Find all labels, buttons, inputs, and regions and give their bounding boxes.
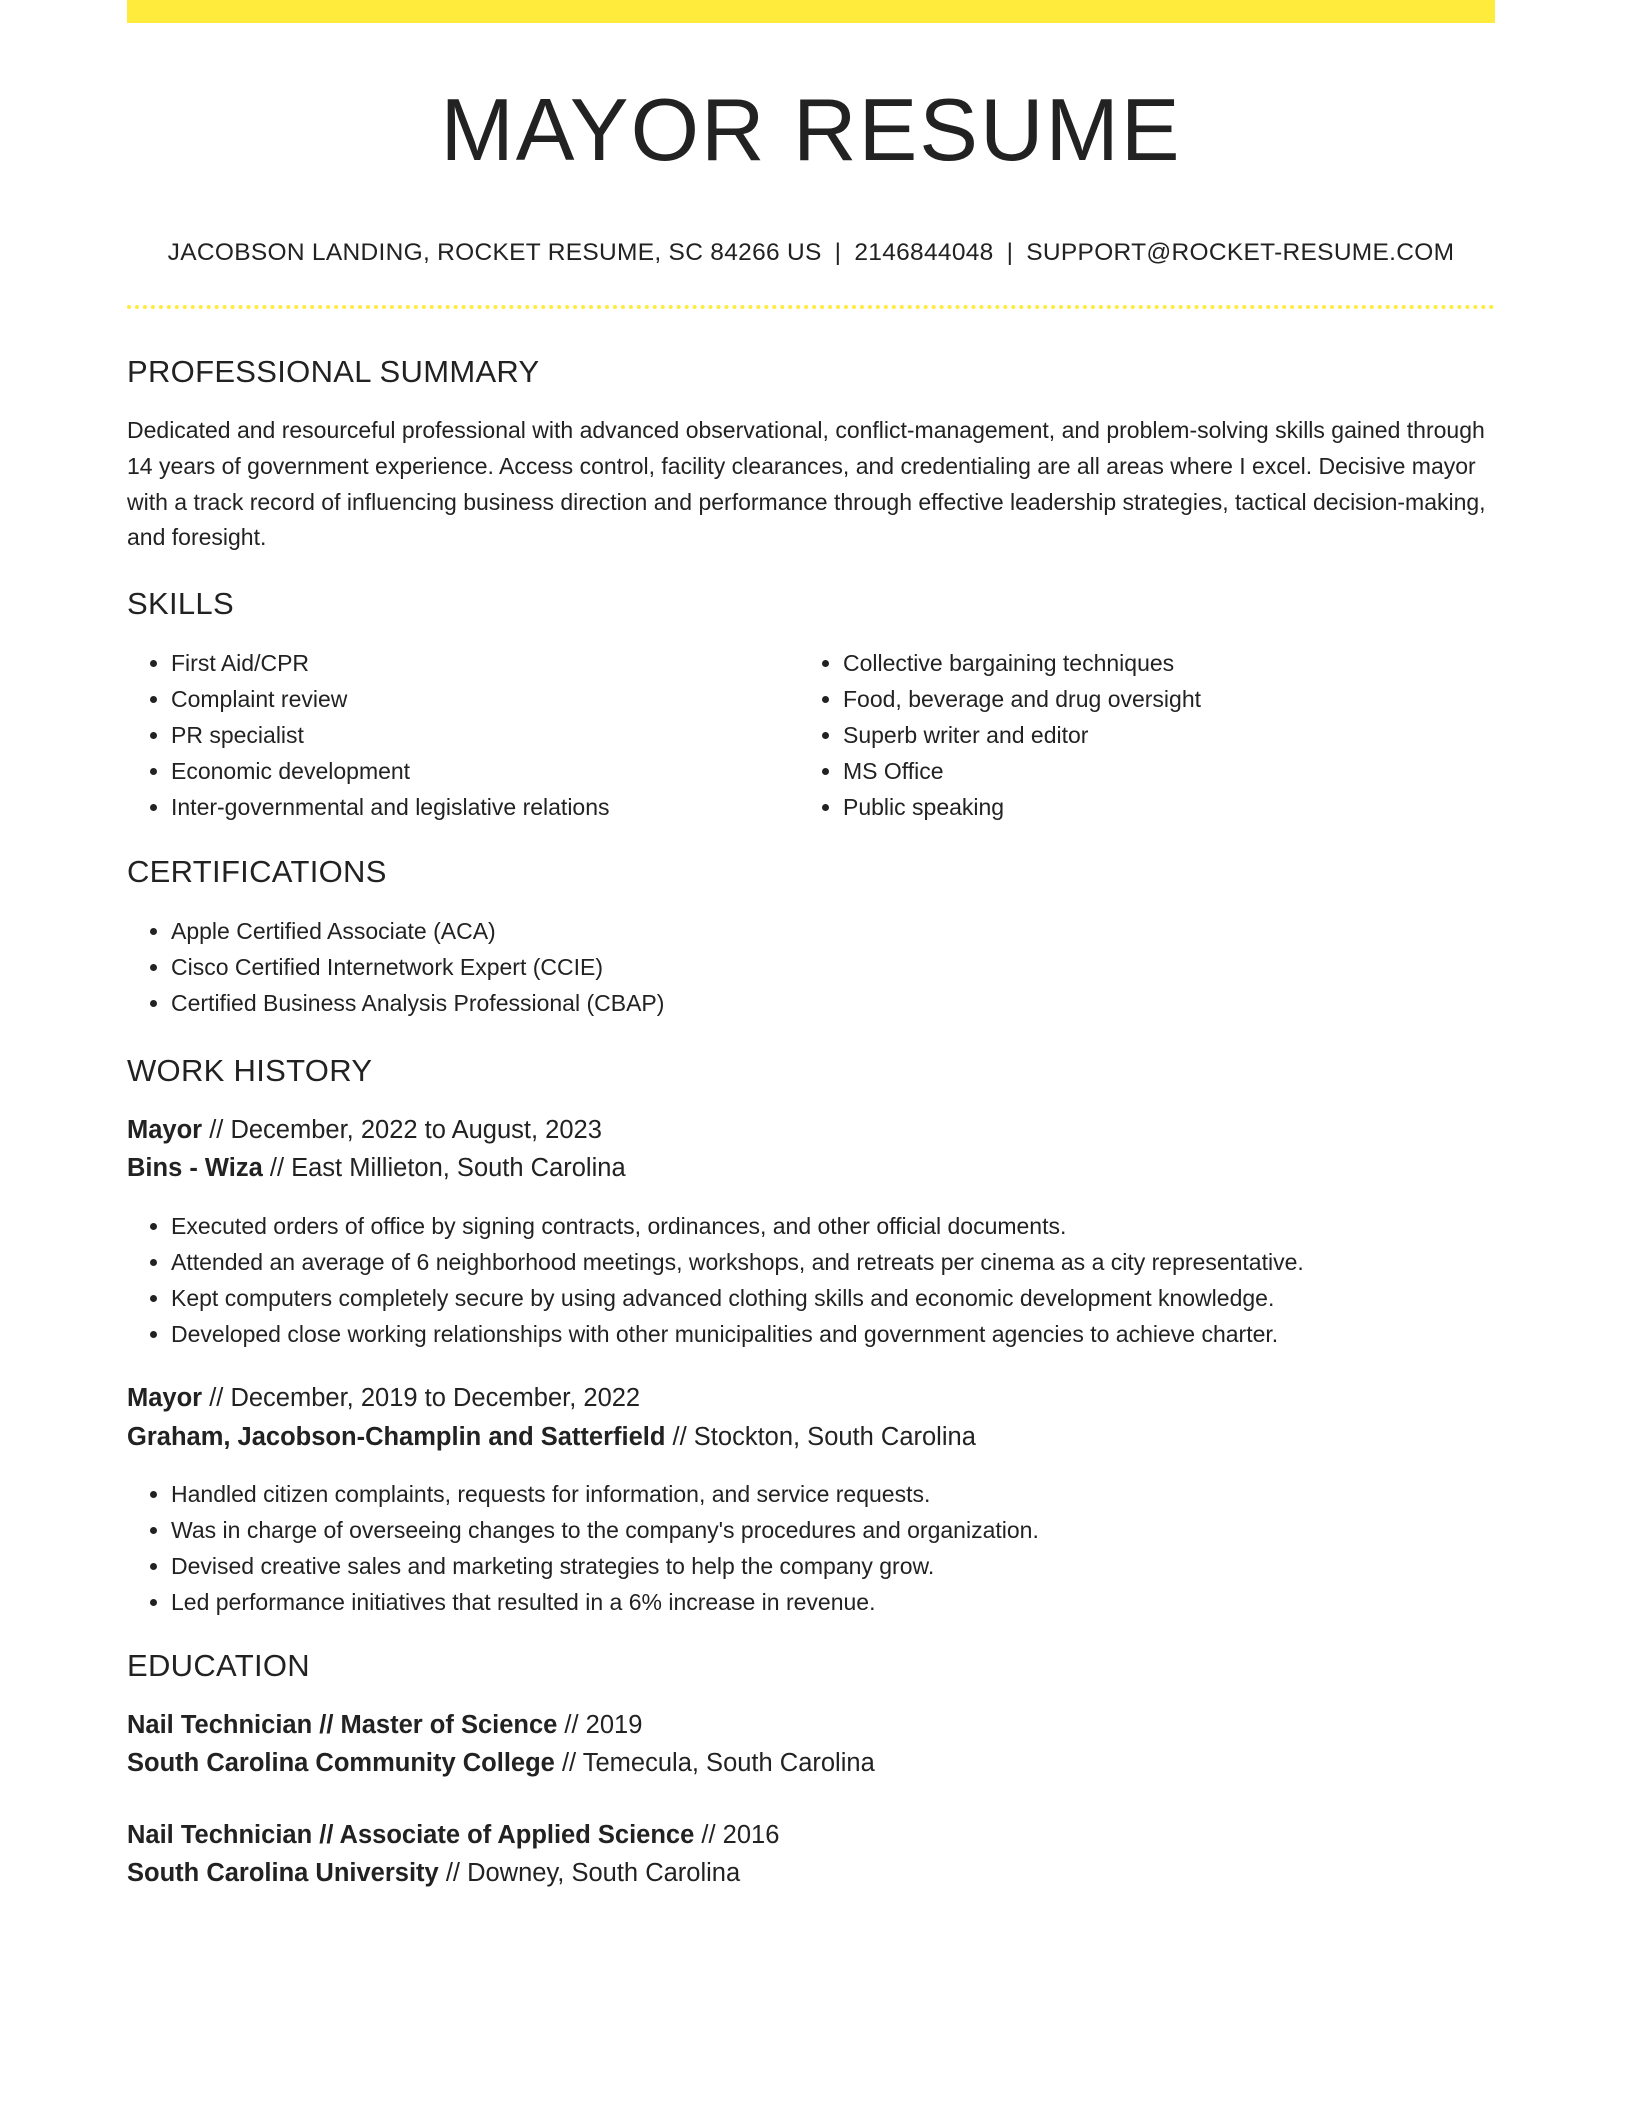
top-accent-bar bbox=[127, 0, 1495, 23]
education-location: // Temecula, South Carolina bbox=[554, 1749, 875, 1777]
job-employer-line bbox=[127, 1150, 626, 1186]
education-year: // 2019 bbox=[557, 1711, 643, 1739]
skill-item: • Superb writer and editor bbox=[843, 717, 1533, 753]
job-bullet: • Developed close working relationships with other municipalities and government agencies to achieve charter. bbox=[171, 1316, 1531, 1352]
job-role: Mayor bbox=[127, 1384, 203, 1412]
skill-item: • Collective bargaining techniques bbox=[843, 645, 1533, 681]
job-bullet: • Attended an average of 6 neighborhood meetings, workshops, and retreats per cinema as a city representative. bbox=[171, 1244, 1531, 1280]
job-bullet: • Devised creative sales and marketing strategies to help the company grow. bbox=[171, 1548, 1531, 1584]
job-title-line bbox=[127, 1380, 640, 1416]
skill-item: • MS Office bbox=[843, 753, 1533, 789]
job-dates: // December, 2019 to December, 2022 bbox=[202, 1384, 641, 1412]
job-bullet: • Was in charge of overseeing changes to the company's procedures and organization. bbox=[171, 1512, 1531, 1548]
job-employer: Graham, Jacobson-Champlin and Satterfield bbox=[127, 1423, 666, 1451]
education-school-line bbox=[127, 1855, 740, 1891]
skill-item: • Food, beverage and drug oversight bbox=[843, 681, 1533, 717]
job-location: // East Millieton, South Carolina bbox=[262, 1154, 626, 1182]
skill-item: • Complaint review bbox=[171, 681, 791, 717]
job-employer-line bbox=[127, 1419, 976, 1455]
skills-heading: SKILLS bbox=[127, 586, 234, 621]
work-history-heading: WORK HISTORY bbox=[127, 1053, 373, 1088]
email: SUPPORT@ROCKET-RESUME.COM bbox=[1026, 239, 1455, 266]
contact-separator: | bbox=[834, 239, 842, 266]
skills-list-left bbox=[127, 645, 791, 825]
education-school: South Carolina University bbox=[127, 1859, 439, 1887]
education-degree-line bbox=[127, 1817, 779, 1853]
contact-separator: | bbox=[1006, 239, 1014, 266]
education-heading: EDUCATION bbox=[127, 1648, 310, 1683]
job-role: Mayor bbox=[127, 1116, 203, 1144]
education-school: South Carolina Community College bbox=[127, 1749, 555, 1777]
education-location: // Downey, South Carolina bbox=[438, 1859, 741, 1887]
education-degree: Nail Technician // Associate of Applied Science bbox=[127, 1821, 695, 1849]
skill-item: • PR specialist bbox=[171, 717, 791, 753]
skill-item: • Public speaking bbox=[843, 789, 1533, 825]
phone: 2146844048 bbox=[854, 239, 994, 266]
summary-text: Dedicated and resourceful professional with advanced observational, conflict-management, and problem-solving skills gained through 14 years of government experience. Access control, facility clearances, and credentialing are all areas where I excel. Decisive mayor with a track record of influencing business direction and performance through effective leadership strategies, tactical decision-making, and foresight. bbox=[127, 417, 1486, 551]
skills-list-right bbox=[799, 645, 1533, 825]
resume-title: MAYOR RESUME bbox=[440, 80, 1182, 179]
job-dates: // December, 2022 to August, 2023 bbox=[202, 1116, 602, 1144]
certification-item: • Apple Certified Associate (ACA) bbox=[171, 913, 1531, 949]
education-year: // 2016 bbox=[694, 1821, 780, 1849]
skill-item: • First Aid/CPR bbox=[171, 645, 791, 681]
job-location: // Stockton, South Carolina bbox=[665, 1423, 976, 1451]
job-bullets bbox=[127, 1208, 1531, 1352]
contact-line bbox=[127, 236, 1495, 270]
summary-heading: PROFESSIONAL SUMMARY bbox=[127, 354, 540, 389]
certifications-list bbox=[127, 913, 1531, 1021]
job-bullet: • Handled citizen complaints, requests for information, and service requests. bbox=[171, 1476, 1531, 1512]
skill-item: • Economic development bbox=[171, 753, 791, 789]
skill-item: • Inter-governmental and legislative relations bbox=[171, 789, 791, 825]
job-bullets bbox=[127, 1476, 1531, 1620]
certifications-heading: CERTIFICATIONS bbox=[127, 854, 387, 889]
header-divider bbox=[127, 305, 1495, 309]
education-degree: Nail Technician // Master of Science bbox=[127, 1711, 558, 1739]
job-bullet: • Executed orders of office by signing contracts, ordinances, and other official documents. bbox=[171, 1208, 1531, 1244]
job-bullet: • Kept computers completely secure by using advanced clothing skills and economic development knowledge. bbox=[171, 1280, 1531, 1316]
job-employer: Bins - Wiza bbox=[127, 1154, 263, 1182]
education-degree-line bbox=[127, 1707, 642, 1743]
certification-item: • Certified Business Analysis Professional (CBAP) bbox=[171, 985, 1531, 1021]
address: JACOBSON LANDING, ROCKET RESUME, SC 84266 US bbox=[167, 239, 822, 266]
job-bullet: • Led performance initiatives that resulted in a 6% increase in revenue. bbox=[171, 1584, 1531, 1620]
certification-item: • Cisco Certified Internetwork Expert (CCIE) bbox=[171, 949, 1531, 985]
job-title-line bbox=[127, 1112, 602, 1148]
education-school-line bbox=[127, 1745, 875, 1781]
